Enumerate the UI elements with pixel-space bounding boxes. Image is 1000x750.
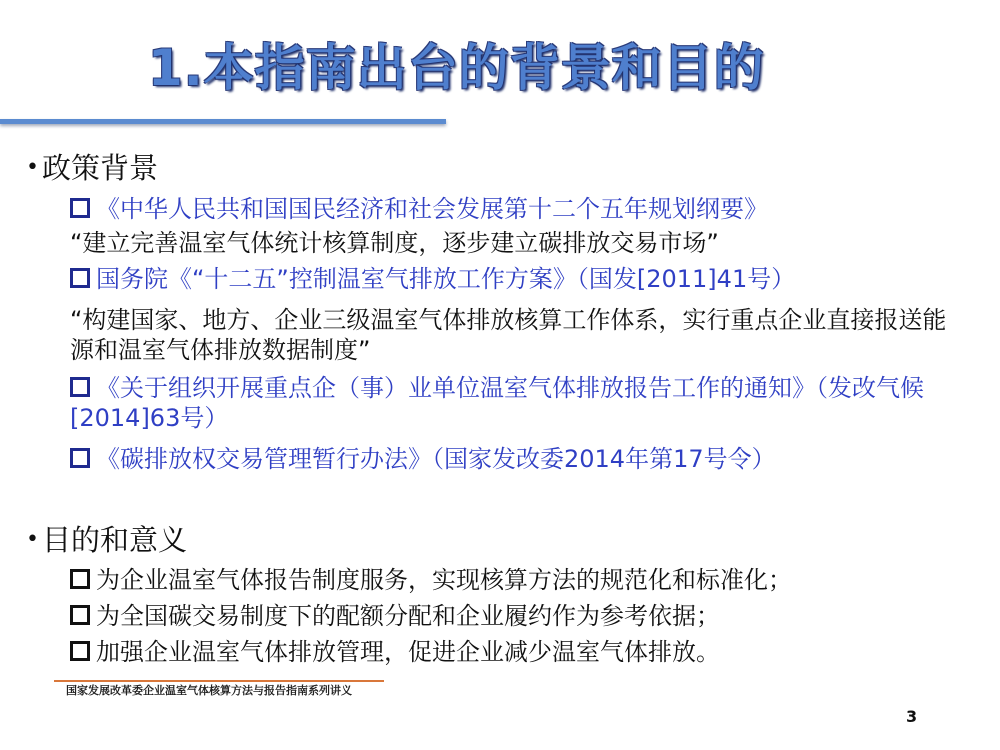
footer-text: 国家发展改革委企业温室气体核算方法与报告指南系列讲义 (66, 684, 352, 697)
checkbox-bullet-icon (70, 448, 90, 468)
purpose-item-1 (70, 565, 792, 595)
policy-item-4 (70, 444, 776, 474)
title-underline (0, 119, 446, 124)
policy-item-3-text: 《关于组织开展重点企（事）业单位温室气体排放报告工作的通知》（发改气候[2014]63号） (70, 374, 924, 432)
policy-item-4-text: 《碳排放权交易管理暂行办法》（国家发改委2014年第17号令） (96, 445, 776, 473)
purpose-item-1-text: 为企业温室气体报告制度服务，实现核算方法的规范化和标准化； (96, 566, 792, 594)
checkbox-bullet-icon (70, 377, 90, 397)
policy-quote-1: “建立完善温室气体统计核算制度，逐步建立碳排放交易市场” (70, 229, 719, 257)
policy-heading-row (26, 150, 158, 186)
purpose-item-2-text: 为全国碳交易制度下的配额分配和企业履约作为参考依据； (96, 602, 720, 630)
checkbox-bullet-icon (70, 605, 90, 625)
footer-rule (54, 680, 384, 682)
policy-item-3 (70, 373, 960, 433)
checkbox-bullet-icon (70, 569, 90, 589)
policy-heading: 政策背景 (42, 151, 159, 185)
purpose-heading: 目的和意义 (42, 523, 188, 557)
checkbox-bullet-icon (70, 268, 90, 288)
policy-item-1 (70, 194, 768, 224)
slide-title: 1.本指南出台的背景和目的 (148, 39, 765, 97)
bullet-dot-icon: • (26, 155, 39, 180)
page-number: 3 (906, 707, 918, 726)
policy-quote-2: “构建国家、地方、企业三级温室气体排放核算工作体系，实行重点企业直接报送能源和温室气体排放数据制度” (70, 306, 947, 364)
policy-item-2-text: 国务院《“十二五”控制温室气排放工作方案》（国发[2011]41号） (96, 265, 796, 293)
policy-item-2 (70, 264, 795, 294)
purpose-item-3 (70, 637, 720, 667)
purpose-item-3-text: 加强企业温室气体排放管理，促进企业减少温室气体排放。 (96, 638, 720, 666)
policy-item-1-text: 《中华人民共和国国民经济和社会发展第十二个五年规划纲要》 (96, 195, 768, 223)
bullet-dot-icon: • (26, 527, 39, 552)
purpose-item-2 (70, 601, 720, 631)
purpose-heading-row (26, 522, 187, 558)
checkbox-bullet-icon (70, 641, 90, 661)
checkbox-bullet-icon (70, 198, 90, 218)
